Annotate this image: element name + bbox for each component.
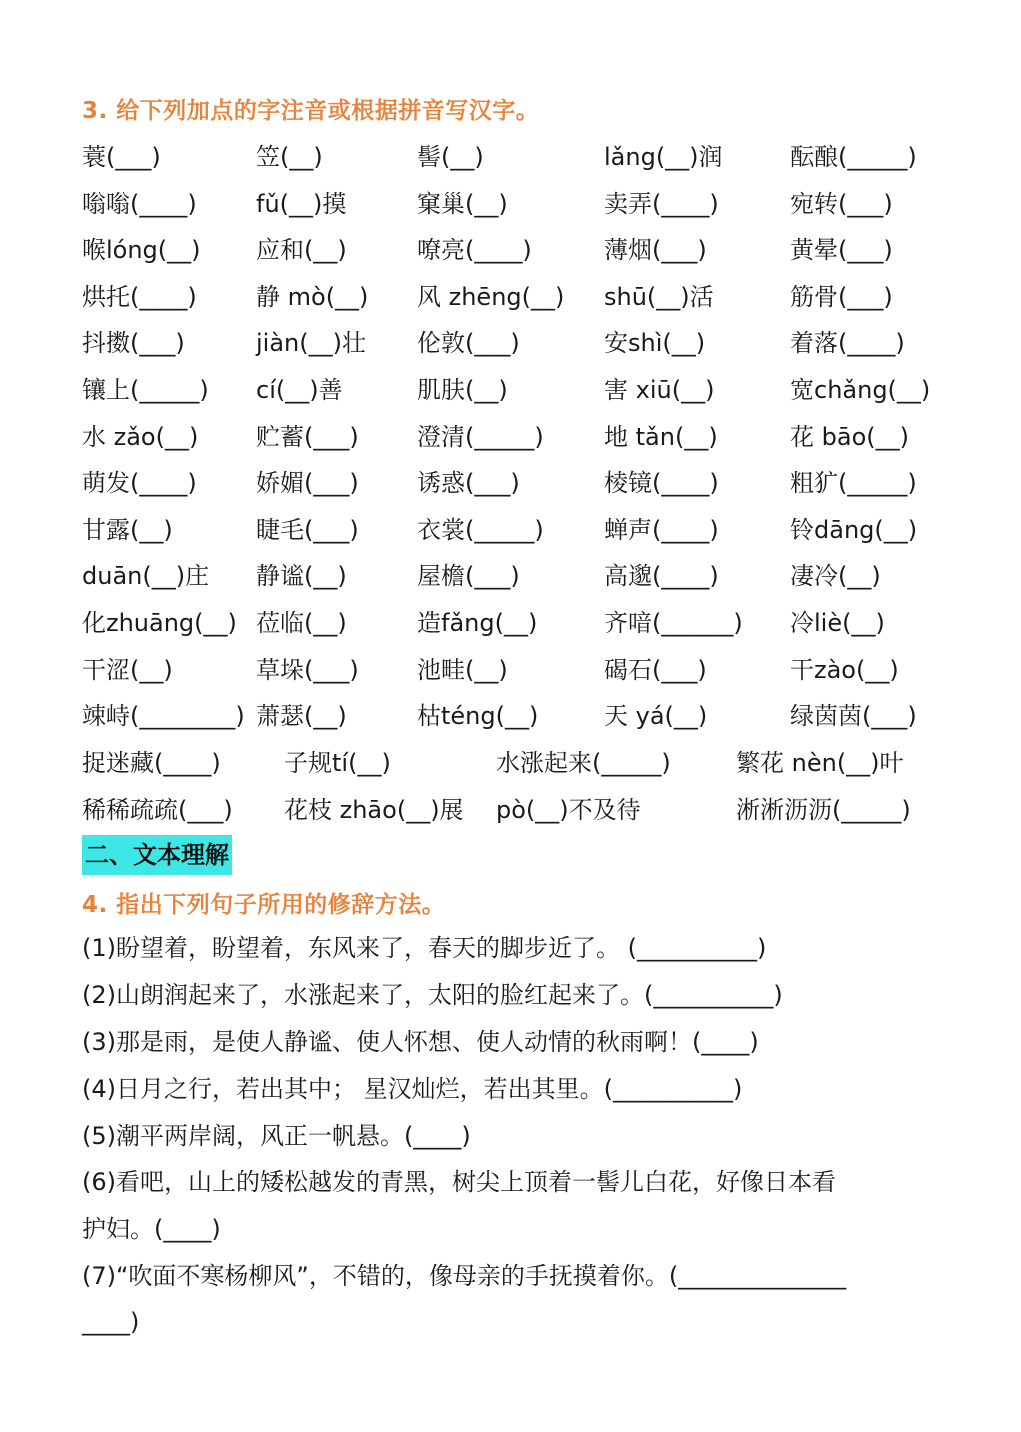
exercise-item[interactable]: 嗡嗡(____)	[82, 189, 197, 218]
exercise-item[interactable]: 水 zǎo(__)	[82, 422, 199, 451]
exercise-item[interactable]: 造fǎng(__)	[417, 609, 538, 637]
exercise-row	[82, 603, 962, 643]
exercise-item[interactable]: 枯téng(__)	[417, 702, 539, 731]
exercise-item[interactable]: 筋骨(___)	[790, 282, 893, 311]
exercise-row	[82, 137, 962, 177]
exercise-item[interactable]: 睫毛(___)	[256, 515, 359, 544]
exercise-row	[82, 417, 962, 457]
exercise-row	[82, 370, 962, 410]
exercise-item[interactable]: 萌发(____)	[82, 469, 197, 498]
exercise-item[interactable]: 屋檐(___)	[417, 562, 520, 591]
exercise-item[interactable]: 衣裳(_____)	[417, 515, 544, 544]
exercise-item[interactable]: 天 yá(__)	[604, 702, 708, 731]
exercise-item[interactable]: 繁花 nèn(__)叶	[736, 749, 904, 777]
exercise-item[interactable]: 宛转(___)	[790, 189, 893, 218]
exercise-item[interactable]: 花 bāo(__)	[790, 422, 909, 451]
exercise-row	[82, 696, 962, 736]
exercise-item[interactable]: 静 mò(__)	[256, 282, 369, 311]
exercise-item[interactable]: shū(__)活	[604, 282, 714, 311]
exercise-item[interactable]: 着落(____)	[790, 329, 905, 358]
exercise-item[interactable]: 伦敦(___)	[417, 329, 520, 358]
section3-heading: 3. 给下列加点的字注音或根据拼音写汉字。	[82, 98, 540, 124]
exercise-row	[82, 184, 962, 224]
exercise-item[interactable]: 稀稀疏疏(___)	[82, 795, 233, 824]
exercise-item[interactable]: 髻(__)	[417, 143, 484, 171]
exercise-item[interactable]: jiàn(__)壮	[256, 329, 366, 358]
exercise-item[interactable]: duān(__)庄	[82, 562, 210, 591]
exercise-item[interactable]: 诱惑(___)	[417, 469, 520, 498]
exercise-item[interactable]: cí(__)善	[256, 376, 343, 404]
exercise-item[interactable]: 笠(__)	[256, 143, 323, 171]
exercise-row	[82, 277, 962, 317]
exercise-row	[82, 230, 962, 270]
exercise-row	[82, 743, 962, 783]
exercise-item[interactable]: 捉迷藏(____)	[82, 749, 221, 777]
exercise-item[interactable]: 子规tí(__)	[284, 749, 391, 777]
exercise-item[interactable]: 应和(__)	[256, 236, 347, 265]
exercise-item[interactable]: 贮蓄(___)	[256, 422, 359, 451]
exercise-item[interactable]: 烘托(____)	[82, 282, 197, 311]
exercise-item[interactable]: 酝酿(_____)	[790, 143, 917, 171]
exercise-item[interactable]: 淅淅沥沥(_____)	[736, 795, 911, 824]
section4-heading: 4. 指出下列句子所用的修辞方法。	[82, 892, 446, 918]
exercise-row	[82, 650, 962, 690]
exercise-item[interactable]: 干zào(__)	[790, 655, 899, 684]
exercise-item[interactable]: 齐喑(______)	[604, 609, 743, 637]
exercise-item[interactable]: 娇媚(___)	[256, 469, 359, 498]
exercise-item[interactable]: 蝉声(____)	[604, 515, 719, 544]
exercise-item[interactable]: 肌肤(__)	[417, 376, 508, 404]
exercise-row	[82, 556, 962, 596]
exercise-item[interactable]: lǎng(__)润	[604, 143, 723, 171]
exercise-item[interactable]: 化zhuāng(__)	[82, 609, 237, 637]
exercise-item[interactable]: 卖弄(____)	[604, 189, 719, 218]
exercise-item[interactable]: 铃dāng(__)	[790, 515, 918, 544]
exercise-row	[82, 510, 962, 550]
exercise-item[interactable]: 粗犷(_____)	[790, 469, 917, 498]
exercise-item[interactable]: 宽chǎng(__)	[790, 376, 931, 404]
exercise-item[interactable]: 萧瑟(__)	[256, 702, 347, 731]
rhetoric-question-line[interactable]: (1)盼望着，盼望着，东风来了，春天的脚步近了。 (__________)	[82, 934, 767, 962]
exercise-item[interactable]: 花枝 zhāo(__)展	[284, 795, 464, 824]
exercise-item[interactable]: 嘹亮(____)	[417, 236, 532, 265]
exercise-item[interactable]: 碣石(___)	[604, 655, 707, 684]
exercise-row	[82, 323, 962, 363]
exercise-item[interactable]: 甘露(__)	[82, 515, 173, 544]
exercise-item[interactable]: 凄冷(__)	[790, 562, 881, 591]
exercise-item[interactable]: 高邈(____)	[604, 562, 719, 591]
exercise-item[interactable]: 棱镜(____)	[604, 469, 719, 498]
rhetoric-question-line[interactable]: (5)潮平两岸阔，风正一帆悬。(____)	[82, 1122, 471, 1150]
exercise-item[interactable]: 镶上(_____)	[82, 376, 209, 404]
rhetoric-question-line[interactable]: (7)“吹面不寒杨柳风”，不错的，像母亲的手抚摸着你。(______________	[82, 1262, 847, 1290]
exercise-row	[82, 463, 962, 503]
rhetoric-question-line[interactable]: (3)那是雨，是使人静谧、使人怀想、使人动情的秋雨啊！(____)	[82, 1028, 759, 1056]
exercise-item[interactable]: 蓑(___)	[82, 143, 161, 171]
exercise-item[interactable]: 冷liè(__)	[790, 609, 885, 637]
exercise-item[interactable]: 风 zhēng(__)	[417, 282, 565, 311]
exercise-item[interactable]: 静谧(__)	[256, 562, 347, 591]
section-banner-text-comprehension: 二、文本理解	[82, 835, 232, 875]
rhetoric-question-line[interactable]: ____)	[82, 1308, 140, 1336]
rhetoric-question-line[interactable]: (6)看吧，山上的矮松越发的青黑，树尖上顶着一髻儿白花，好像日本看	[82, 1168, 836, 1196]
exercise-item[interactable]: 草垛(___)	[256, 655, 359, 684]
exercise-item[interactable]: 地 tǎn(__)	[604, 422, 718, 451]
rhetoric-question-line[interactable]: 护妇。(____)	[82, 1215, 221, 1243]
exercise-item[interactable]: 害 xiū(__)	[604, 376, 715, 404]
exercise-item[interactable]: pò(__)不及待	[496, 795, 641, 824]
exercise-item[interactable]: 澄清(_____)	[417, 422, 544, 451]
exercise-item[interactable]: 竦峙(________)	[82, 702, 245, 731]
exercise-item[interactable]: 干涩(__)	[82, 655, 173, 684]
exercise-item[interactable]: 水涨起来(_____)	[496, 749, 671, 777]
exercise-item[interactable]: 喉lóng(__)	[82, 236, 201, 265]
exercise-item[interactable]: 薄烟(___)	[604, 236, 707, 265]
exercise-row	[82, 790, 962, 830]
exercise-item[interactable]: 莅临(__)	[256, 609, 347, 637]
rhetoric-question-line[interactable]: (4)日月之行，若出其中； 星汉灿烂，若出其里。(__________)	[82, 1075, 743, 1103]
exercise-item[interactable]: 绿茵茵(___)	[790, 702, 917, 731]
exercise-item[interactable]: 抖擞(___)	[82, 329, 185, 358]
rhetoric-question-line[interactable]: (2)山朗润起来了，水涨起来了，太阳的脸红起来了。(__________)	[82, 981, 783, 1009]
exercise-item[interactable]: fǔ(__)摸	[256, 189, 347, 218]
exercise-item[interactable]: 安shì(__)	[604, 329, 706, 358]
exercise-item[interactable]: 黄晕(___)	[790, 236, 893, 265]
exercise-item[interactable]: 池畦(__)	[417, 655, 508, 684]
exercise-item[interactable]: 窠巢(__)	[417, 189, 508, 218]
